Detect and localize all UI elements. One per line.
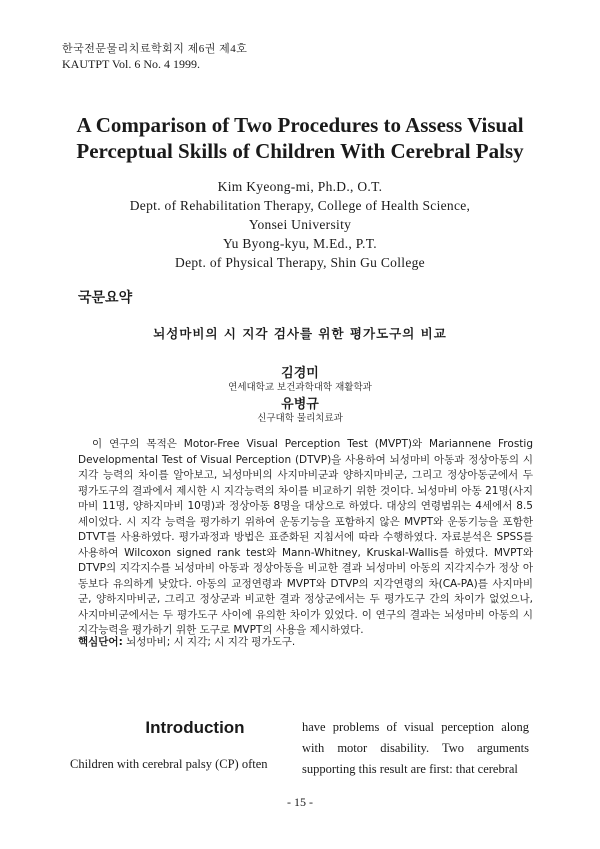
journal-citation: KAUTPT Vol. 6 No. 4 1999.	[62, 57, 201, 71]
paper-title: A Comparison of Two Procedures to Assess Visual Perceptual Skills of Children With Cerebral Palsy	[76, 113, 524, 163]
korean-author-2: 유병규	[281, 397, 319, 412]
korean-affiliation-2: 신구대학 물리치료과	[257, 413, 343, 424]
keywords	[78, 634, 295, 649]
korean-title: 뇌성마비의 시 지각 검사를 위한 평가도구의 비교	[153, 326, 447, 341]
abstract-text: 이 연구의 목적은 Motor-Free Visual Perception Test (MVPT)와 Mariannene Frostig Developmental Test of Visual Perception (DTVP)을 사용하여 뇌성마비 아동과 정상아동의 시 지각 능력의 차이를 알아보고, 뇌성마비의 사지마비군과 양하지마비군, 그리고 정상아동군에서 두 평가도구의 결과에서 제시한 시 지각능력의 차이를 비교하기 위한 것이다. 뇌성마비 아동 21명(사지마비 11명, 양하지마비 10명)과 정상아동 8명을 대상으로 하였다. 대상의 연령범위는 4세에서 8.5세이었다. 시 지각 능력을 평가하기 위하여 운동기능을 포함하지 않은 MVPT와 운동기능을 포함한 DTVT를 사용하였다. 평가과정과 방법은 표준화된 지침서에 따라 수행하였다. 자료분석은 SPSS를 사용하여 Wilcoxon signed rank test와 Mann-Whitney, Kruskal-Wallis를 하였다. MVPT와 DTVP의 지각지수를 뇌성마비 아동과 정상아동을 비교한 결과 뇌성마비 아동의 지각지수가 정상 아동보다 유의하게 낮았다. 아동의 교정연령과 MVPT와 DTVP의 지각연령의 차(CA-PA)를 사지마비군, 양하지마비군, 그리고 정상군과 비교한 결과 정상군에서는 두 평가도구 간의 차이가 없었으나, 사지마비군에서는 두 평가도구 사이에 유의한 차이가 있었다. 이 연구의 결과는 뇌성마비 아동의 시 지각능력을 평가하기 위한 도구로 MVPT의 사용을 제시하였다.	[78, 438, 533, 636]
author-affiliation: Dept. of Rehabilitation Therapy, College of Health Science,	[129, 198, 471, 213]
journal-title-korean: 한국전문물리치료학회지 제6권 제4호	[62, 43, 248, 55]
introduction-heading: Introduction	[145, 718, 245, 737]
author-affiliation: Dept. of Physical Therapy, Shin Gu College	[175, 255, 425, 270]
author-name: Yu Byong-kyu, M.Ed., P.T.	[223, 236, 377, 251]
keywords-label: 핵심단어:	[78, 636, 123, 648]
keywords-text: 뇌성마비; 시 지각; 시 지각 평가도구.	[122, 636, 296, 648]
introduction-right-column: have problems of visual perception along with motor disability. Two arguments supporting this result are first: that cerebral	[302, 720, 529, 776]
page-number: - 15 -	[287, 795, 313, 809]
abstract-heading: 국문요약	[78, 290, 133, 306]
author-name: Kim Kyeong-mi, Ph.D., O.T.	[217, 179, 383, 194]
introduction-left-column: Children with cerebral palsy (CP) often	[70, 757, 268, 771]
korean-affiliation-1: 연세대학교 보건과학대학 재활학과	[228, 382, 372, 393]
author-affiliation: Yonsei University	[248, 217, 352, 232]
korean-author-1: 김경미	[281, 366, 319, 381]
abstract-body	[78, 437, 533, 639]
author-block	[30, 177, 570, 272]
